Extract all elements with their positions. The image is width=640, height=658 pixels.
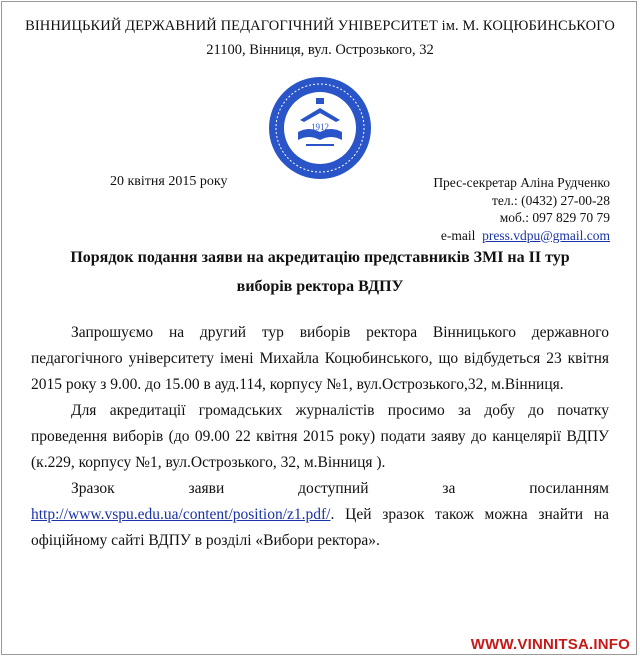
university-name: ВІННИЦЬКИЙ ДЕРЖАВНИЙ ПЕДАГОГІЧНИЙ УНІВЕРСИТЕТ ім. М. КОЦЮБИНСЬКОГО <box>25 18 615 34</box>
sample-word: доступний <box>298 480 369 497</box>
sample-pdf-link[interactable]: http://www.vspu.edu.ua/content/position/z1.pdf/ <box>31 506 331 523</box>
email-label: e-mail <box>440 227 476 243</box>
sample-word: за <box>442 480 456 497</box>
title-line-2: виборів ректора ВДПУ <box>236 278 404 295</box>
email-line <box>433 227 610 245</box>
title-line-1: Порядок подання заяви на акредитацію представників ЗМІ на ІІ тур <box>70 249 570 266</box>
email-link[interactable]: press.vdpu@gmail.com <box>482 227 610 243</box>
document-date: 20 квітня 2015 року <box>110 174 228 189</box>
press-contacts <box>433 174 610 244</box>
sample-word: посиланням <box>529 480 609 497</box>
logo-year: 1912 <box>311 122 329 132</box>
press-secretary: Прес-секретар Аліна Рудченко <box>433 175 610 190</box>
university-address: 21100, Вінниця, вул. Острозького, 32 <box>206 42 434 58</box>
paragraph-sample-rest <box>31 502 609 554</box>
site-watermark: WWW.VINNITSA.INFO <box>470 636 630 653</box>
sample-rest-text: . Цей зразок також можна знайти на офіційному сайті ВДПУ в розділі «Вибори ректора». <box>31 506 609 549</box>
phone-number: тел.: (0432) 27-00-28 <box>492 192 610 208</box>
paragraph-sample-first-line <box>31 476 609 502</box>
sample-word: Зразок <box>71 480 115 497</box>
paragraph-invitation: Запрошуємо на другий тур виборів ректора Вінницького державного педагогічного університету імені Михайла Коцюбинського, що відбудеться 23 квітня 2015 року з 9.00. до 15.00 в ауд.114, корпусу №1, вул.Острозького,32, м.Вінниця. <box>31 324 609 393</box>
mobile-number: моб.: 097 829 70 79 <box>499 210 610 225</box>
sample-word: заяви <box>188 480 225 497</box>
university-logo <box>266 74 374 182</box>
document-title <box>40 243 600 301</box>
paragraph-accreditation: Для акредитації громадських журналістів просимо за добу до початку проведення виборів (до 09.00 22 квітня 2015 року) подати заяву до канцелярії ВДПУ (к.229, корпусу №1, вул.Острозького, 32, м.Вінниця ). <box>31 402 609 471</box>
document-body <box>31 320 609 554</box>
